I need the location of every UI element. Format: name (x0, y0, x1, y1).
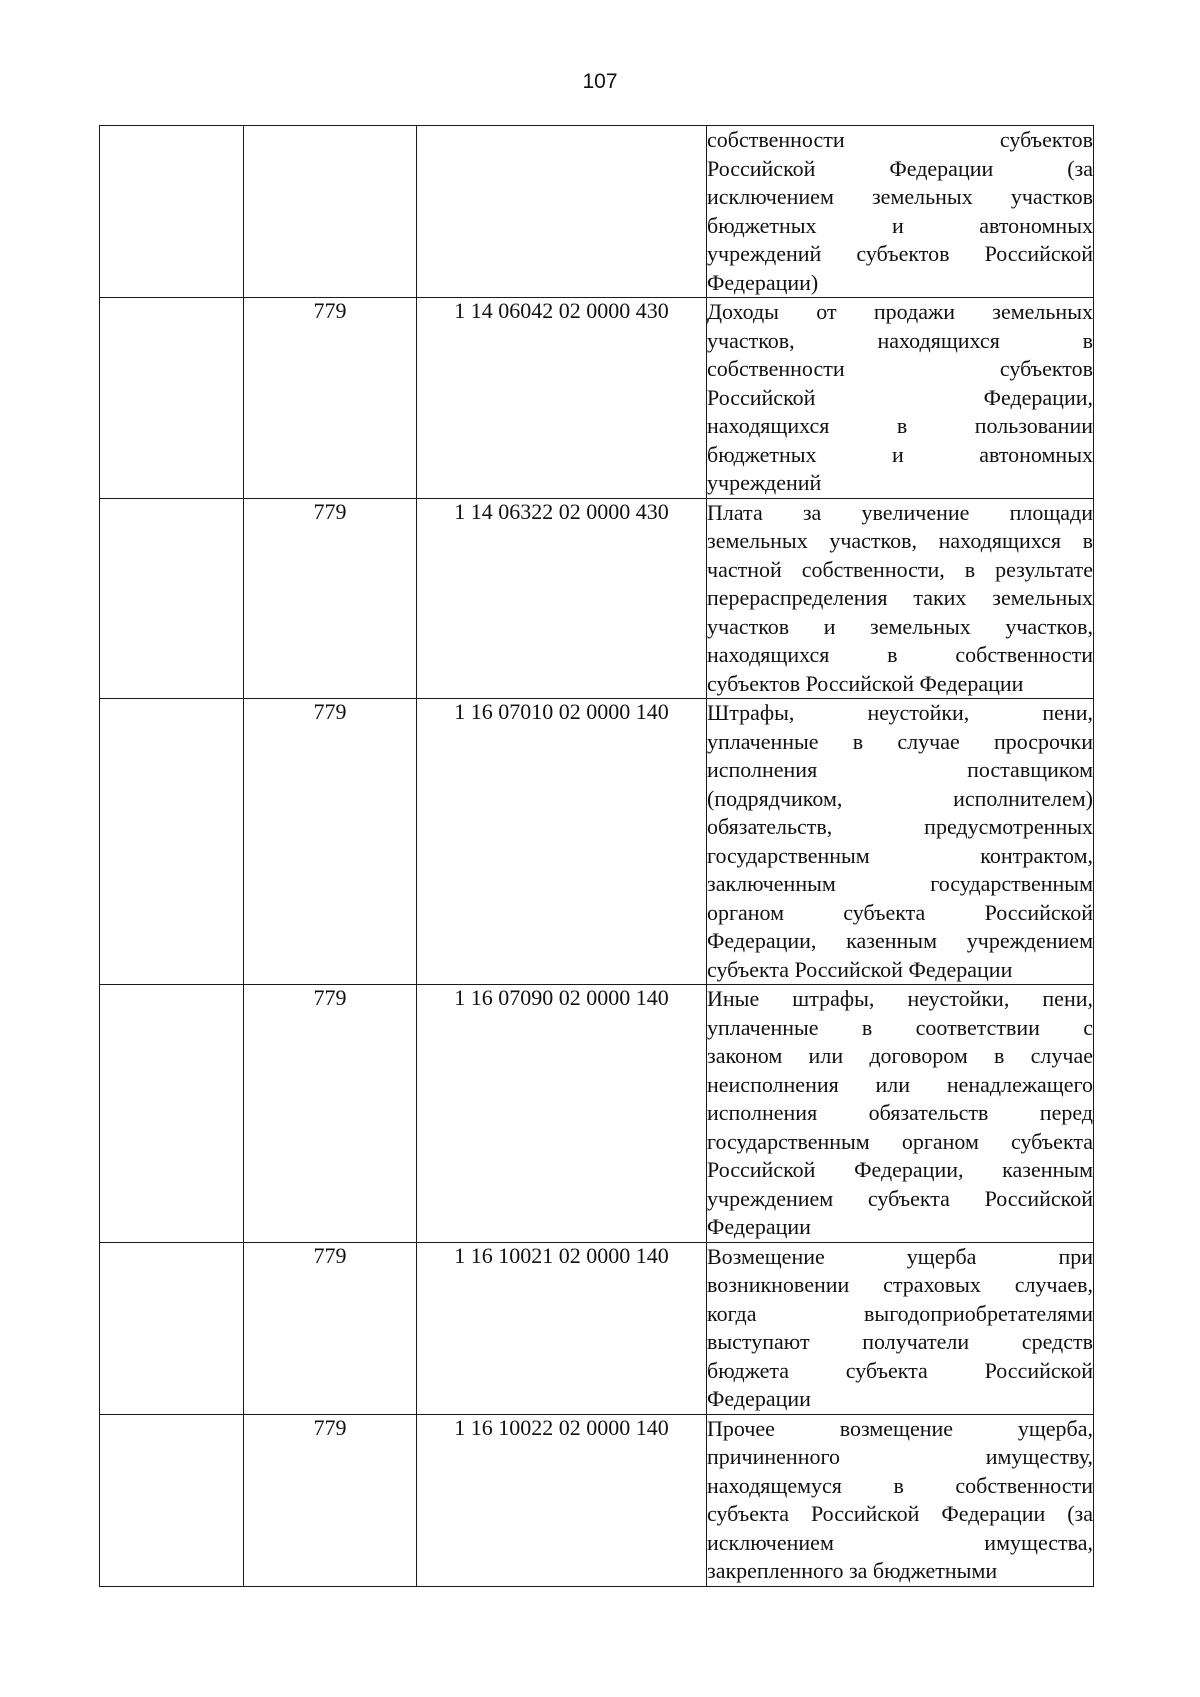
description-line: причиненного имуществу, (707, 1444, 1093, 1469)
blank-cell (100, 1242, 244, 1414)
description-line: Плата за увеличение площади (707, 499, 1093, 525)
blank-cell (100, 985, 244, 1243)
description-line: исполнения обязательств перед (707, 1100, 1093, 1125)
admin-code-cell (244, 126, 417, 298)
description-line: когда выгодоприобретателями (707, 1300, 1093, 1326)
description-line: учреждением субъекта Российской (707, 1185, 1093, 1211)
description-line: участков и земельных участков, (707, 613, 1093, 639)
description-line: учреждений (707, 470, 822, 495)
description-line: исключением земельных участков (707, 184, 1093, 209)
admin-code-cell: 779 (244, 1414, 417, 1586)
description-cell (707, 985, 1094, 1243)
table-row (100, 699, 1094, 985)
description-line: субъекта Российской Федерации (за (707, 1501, 1093, 1526)
table-row (100, 498, 1094, 699)
kbk-code-cell: 1 16 07090 02 0000 140 (417, 985, 707, 1243)
admin-code-cell: 779 (244, 1242, 417, 1414)
description-line: заключенным государственным (707, 871, 1093, 896)
description-line: Прочее возмещение ущерба, (707, 1415, 1093, 1441)
description-cell (707, 298, 1094, 499)
description-line: Федерации) (707, 269, 819, 295)
description-line: бюджетных и автономных (707, 441, 1093, 467)
page-number: 107 (582, 70, 618, 93)
description-line: возникновении страховых случаев, (707, 1272, 1093, 1297)
table-row (100, 126, 1094, 298)
description-line: Российской Федерации (за (707, 155, 1093, 181)
description-line: закрепленного за бюджетными (707, 1558, 998, 1583)
description-cell (707, 498, 1094, 699)
description-line: собственности субъектов (707, 127, 1093, 152)
kbk-code-cell: 1 16 07010 02 0000 140 (417, 699, 707, 985)
description-line: Федерации (707, 1386, 811, 1411)
description-line: находящихся в пользовании (707, 413, 1093, 438)
blank-cell (100, 126, 244, 298)
description-line: органом субъекта Российской (707, 899, 1093, 925)
description-cell (707, 699, 1094, 985)
table-row (100, 1414, 1094, 1586)
description-line: Российской Федерации, (707, 384, 1093, 410)
description-line: исключением имущества, (707, 1529, 1093, 1555)
description-line: бюджетных и автономных (707, 212, 1093, 238)
description-line: частной собственности, в результате (707, 556, 1093, 582)
description-line: неисполнения или ненадлежащего (707, 1071, 1093, 1097)
kbk-code-cell (417, 126, 707, 298)
description-line: собственности субъектов (707, 356, 1093, 381)
description-line: находящемуся в собственности (707, 1472, 1093, 1498)
description-line: перераспределения таких земельных (707, 585, 1093, 610)
description-line: субъектов Российской Федерации (707, 670, 1024, 696)
table-row (100, 985, 1094, 1243)
description-line: Иные штрафы, неустойки, пени, (707, 986, 1093, 1011)
description-line: участков, находящихся в (707, 327, 1093, 353)
description-line: Федерации, казенным учреждением (707, 928, 1093, 953)
description-cell (707, 1414, 1094, 1586)
admin-code-cell: 779 (244, 298, 417, 499)
description-line: Российской Федерации, казенным (707, 1157, 1093, 1182)
description-line: государственным контрактом, (707, 842, 1093, 868)
kbk-code-cell: 1 14 06322 02 0000 430 (417, 498, 707, 699)
admin-code-cell: 779 (244, 699, 417, 985)
description-line: (подрядчиком, исполнителем) (707, 785, 1093, 811)
description-line: земельных участков, находящихся в (707, 528, 1093, 553)
blank-cell (100, 498, 244, 699)
description-line: государственным органом субъекта (707, 1128, 1093, 1154)
description-cell (707, 1242, 1094, 1414)
kbk-code-cell: 1 16 10022 02 0000 140 (417, 1414, 707, 1586)
description-line: законом или договором в случае (707, 1043, 1093, 1068)
description-line: Доходы от продажи земельных (707, 299, 1093, 324)
description-line: исполнения поставщиком (707, 757, 1093, 782)
description-cell (707, 126, 1094, 298)
blank-cell (100, 699, 244, 985)
kbk-code-cell: 1 16 10021 02 0000 140 (417, 1242, 707, 1414)
table-row (100, 1242, 1094, 1414)
description-line: учреждений субъектов Российской (707, 241, 1093, 266)
description-line: субъекта Российской Федерации (707, 956, 1013, 982)
admin-code-cell: 779 (244, 498, 417, 699)
description-line: находящихся в собственности (707, 642, 1093, 667)
admin-code-cell: 779 (244, 985, 417, 1243)
table-body (100, 126, 1094, 1587)
description-line: обязательств, предусмотренных (707, 814, 1093, 839)
table-row (100, 298, 1094, 499)
description-line: бюджета субъекта Российской (707, 1357, 1093, 1383)
description-line: уплаченные в случае просрочки (707, 728, 1093, 754)
description-line: Возмещение ущерба при (707, 1243, 1093, 1269)
budget-codes-table (99, 125, 1094, 1587)
description-line: уплаченные в соответствии с (707, 1014, 1093, 1040)
kbk-code-cell: 1 14 06042 02 0000 430 (417, 298, 707, 499)
description-line: выступают получатели средств (707, 1329, 1093, 1354)
blank-cell (100, 1414, 244, 1586)
description-line: Штрафы, неустойки, пени, (707, 700, 1093, 725)
description-line: Федерации (707, 1214, 811, 1239)
blank-cell (100, 298, 244, 499)
